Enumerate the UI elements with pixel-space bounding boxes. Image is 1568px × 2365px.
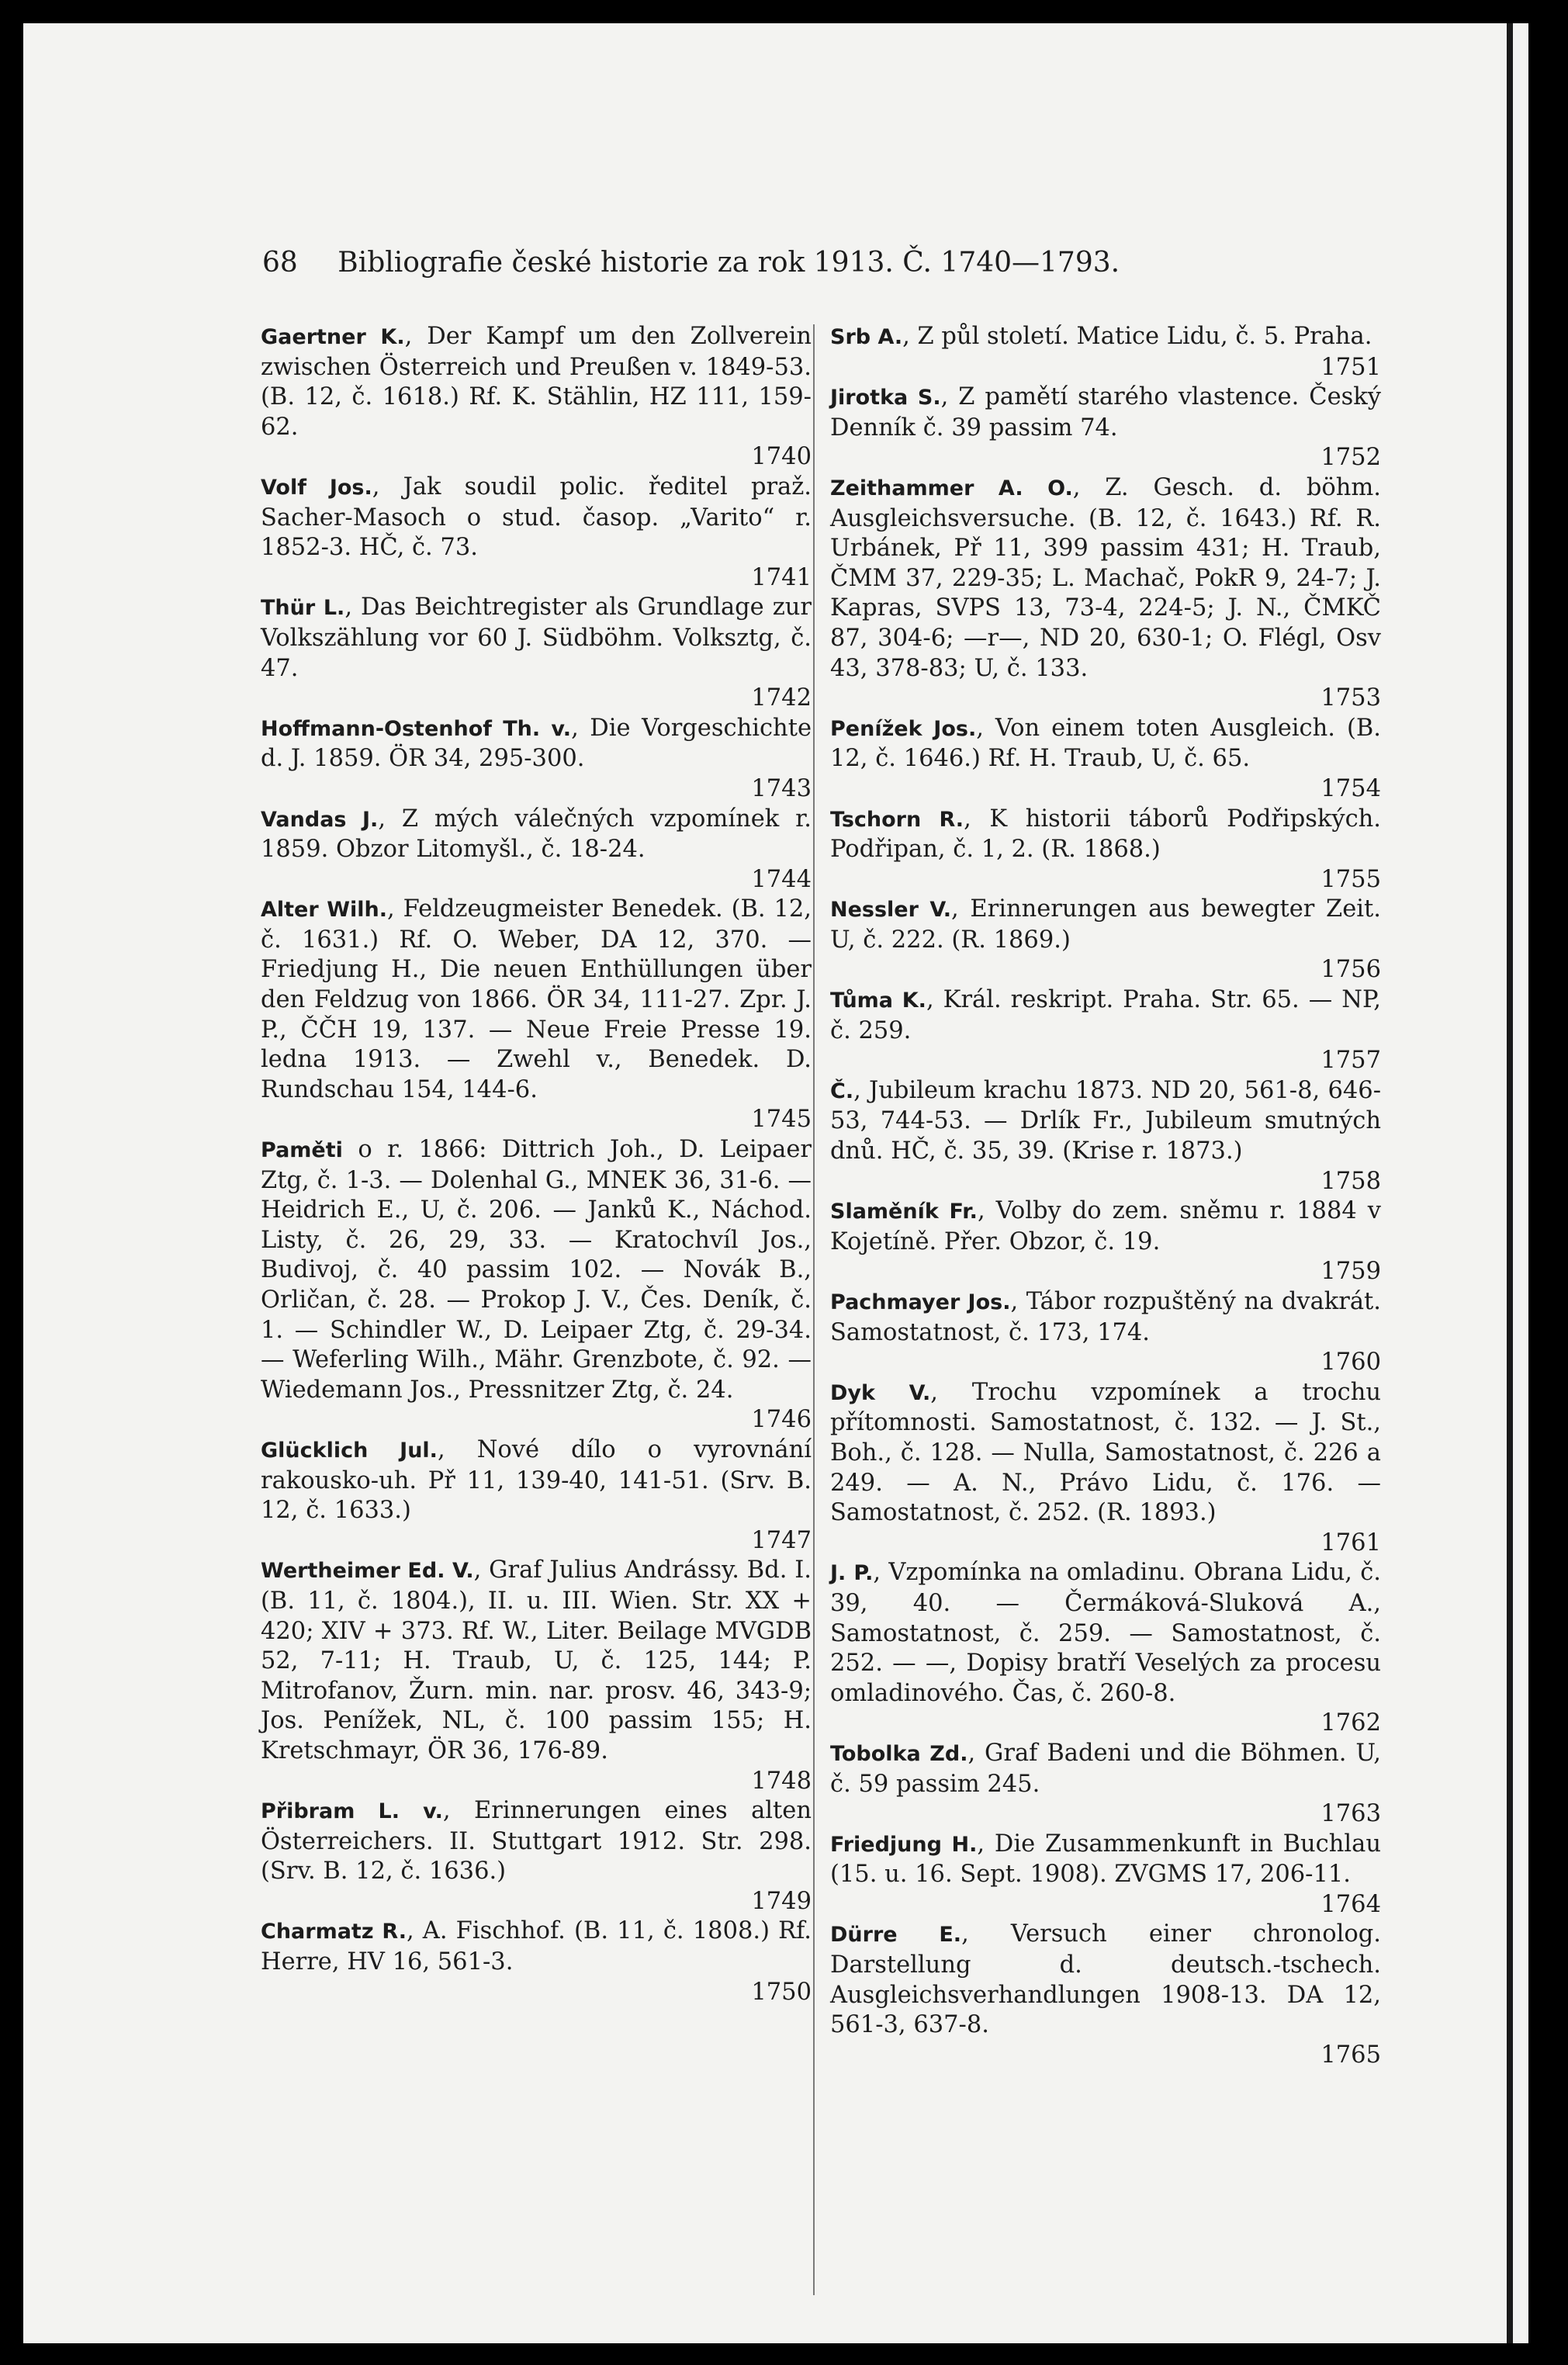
entry-number: 1758 xyxy=(1321,1167,1381,1195)
page-header xyxy=(262,247,1317,279)
page-number: 68 xyxy=(262,247,298,279)
entry-author: Hoffmann-Ostenhof Th. v. xyxy=(261,716,572,741)
entry-text: , Z mých válečných vzpomínek r. 1859. Obzor Litomyšl., č. 18-24. xyxy=(261,805,812,864)
entry-text: , Erinnerungen eines alten Österreichers. II. Stuttgart 1912. Str. 298. (Srv. B. 12, č. 1636.) xyxy=(261,1797,812,1885)
entry-number: 1748 xyxy=(751,1767,812,1795)
entry-text: o r. 1866: Dittrich Joh., D. Leipaer Ztg, č. 1-3. — Dolenhal G., MNEK 36, 31-6. — Heidrich E., U, č. 206. — Janků K., Náchod. Listy, č. 26, 29, 33. — Kratochvíl Jos., Budivoj, č. 40 passim 102. — Novák B., Orličan, č. 28. — Prokop J. V., Čes. Deník, č. 1. — Schindler W., D. Leipaer Ztg, č. 29-34. — Weferling Wilh., Mähr. Grenzbote, č. 92. — Wiedemann Jos., Pressnitzer Ztg, č. 24. xyxy=(261,1136,812,1404)
entry-text: , Nové dílo o vyrovnání rakousko-uh. Př 11, 139-40, 141-51. (Srv. B. 12, č. 1633.) xyxy=(261,1435,812,1525)
entry-author: Přibram L. v. xyxy=(261,1799,443,1824)
bibliography-entry xyxy=(830,1196,1381,1287)
entry-number: 1756 xyxy=(1321,956,1381,984)
entry-text: , Das Beichtregister als Grundlage zur Volkszählung vor 60 J. Südböhm. Volksztg, č. 47. xyxy=(261,594,812,682)
bibliography-entry xyxy=(830,322,1381,383)
entry-author: Charmatz R. xyxy=(261,1920,407,1944)
entry-author: Slaměník Fr. xyxy=(830,1200,978,1224)
entry-number: 1762 xyxy=(1321,1709,1381,1737)
entry-author: Alter Wilh. xyxy=(261,898,388,923)
entry-text: , Z půl století. Matice Lidu, č. 5. Praha. xyxy=(902,323,1372,350)
bibliography-entry xyxy=(830,1287,1381,1378)
entry-author: Tůma K. xyxy=(830,989,926,1013)
entry-number: 1764 xyxy=(1321,1890,1381,1918)
entry-author: Paměti xyxy=(261,1138,343,1163)
entry-number: 1749 xyxy=(751,1887,812,1915)
entry-number: 1744 xyxy=(751,865,812,893)
bibliography-entry xyxy=(830,805,1381,895)
entry-number: 1750 xyxy=(751,1978,812,2006)
entry-author: Jirotka S. xyxy=(830,386,941,410)
entry-number: 1752 xyxy=(1321,444,1381,472)
bibliography-entry xyxy=(261,473,812,593)
scan-edge xyxy=(1507,23,1513,2343)
entry-number: 1743 xyxy=(751,774,812,802)
entry-number: 1747 xyxy=(751,1526,812,1554)
bibliography-entry xyxy=(261,1917,812,2007)
bibliography-entry xyxy=(830,473,1381,714)
bibliography-entry xyxy=(830,1378,1381,1559)
entry-text: , Die Vorgeschichte d. J. 1859. ÖR 34, 295-300. xyxy=(261,714,812,773)
bibliography-entry xyxy=(261,1135,812,1435)
entry-number: 1760 xyxy=(1321,1349,1381,1376)
entry-number: 1740 xyxy=(751,443,812,471)
entry-number: 1741 xyxy=(751,563,812,591)
bibliography-entry xyxy=(830,1739,1381,1830)
entry-number: 1763 xyxy=(1321,1800,1381,1828)
entry-number: 1761 xyxy=(1321,1529,1381,1556)
entry-number: 1753 xyxy=(1321,684,1381,712)
entry-text: , Der Kampf um den Zollverein zwischen Österreich und Preußen v. 1849-53. (B. 12, č. 1618.) Rf. K. Stählin, HZ 111, 159-62. xyxy=(261,323,812,441)
entry-author: Srb A. xyxy=(830,325,903,349)
bibliography-entry xyxy=(830,1920,1381,2070)
entry-author: Wertheimer Ed. V. xyxy=(261,1559,474,1584)
bibliography-entry xyxy=(261,1435,812,1556)
entry-text: , Volby do zem. sněmu r. 1884 v Kojetíně. Přer. Obzor, č. 19. xyxy=(830,1197,1381,1255)
entry-text: , Graf Julius Andrássy. Bd. I. (B. 11, č. 1804.), II. u. III. Wien. Str. XX + 420; XIV + 373. Rf. W., Liter. Beilage MVGDB 52, 7-11; H. Traub, U, č. 125, 144; P. Mitrofanov, Žurn. min. nar. prosv. 46, 343-9; Jos. Penížek, NL, č. 100 passim 155; H. Kretschmayr, ÖR 36, 176-89. xyxy=(261,1556,812,1764)
entry-number: 1759 xyxy=(1321,1258,1381,1286)
right-column xyxy=(830,322,1381,2070)
bibliography-entry xyxy=(261,714,812,805)
entry-author: Dürre E. xyxy=(830,1923,962,1948)
running-title: Bibliografie české historie za rok 1913. Č. 1740—1793. xyxy=(337,247,1120,279)
entry-author: Gaertner K. xyxy=(261,325,405,349)
entry-author: Č. xyxy=(830,1079,854,1103)
entry-author: Tobolka Zd. xyxy=(830,1741,968,1766)
entry-text: , Versuch einer chronolog. Darstellung d. deutsch.-tschech. Ausgleichsverhandlungen 1908-13. DA 12, 561-3, 637-8. xyxy=(830,1920,1381,2039)
left-column xyxy=(261,322,812,2007)
bibliography-entry xyxy=(830,985,1381,1076)
bibliography-entry xyxy=(830,714,1381,805)
entry-text: , Graf Badeni und die Böhmen. U, č. 59 passim 245. xyxy=(830,1739,1381,1798)
entry-text: , Feldzeugmeister Benedek. (B. 12, č. 1631.) Rf. O. Weber, DA 12, 370. — Friedjung H., Die neuen Enthüllungen über den Feldzug von 1866. ÖR 34, 111-27. Zpr. J. P., ČČH 19, 137. — Neue Freie Presse 19. ledna 1913. — Zwehl v., Benedek. D. Rundschau 154, 144-6. xyxy=(261,895,812,1103)
bibliography-entry xyxy=(261,1556,812,1796)
entry-author: Glücklich Jul. xyxy=(261,1438,438,1463)
entry-author: J. P. xyxy=(830,1561,874,1586)
entry-author: Dyk V. xyxy=(830,1380,931,1405)
entry-text: , Die Zusammenkunft in Buchlau (15. u. 16. Sept. 1908). ZVGMS 17, 206-11. xyxy=(830,1830,1381,1889)
entry-author: Vandas J. xyxy=(261,807,379,832)
bibliography-entry xyxy=(830,895,1381,985)
entry-text: , Jubileum krachu 1873. ND 20, 561-8, 646-53, 744-53. — Drlík Fr., Jubileum smutných dnů. HČ, č. 35, 39. (Krise r. 1873.) xyxy=(830,1076,1381,1165)
entry-text: , K historii táborů Podřipských. Podřipan, č. 1, 2. (R. 1868.) xyxy=(830,805,1381,864)
entry-number: 1757 xyxy=(1321,1047,1381,1075)
column-divider xyxy=(813,324,815,2295)
entry-author: Zeithammer A. O. xyxy=(830,476,1073,500)
entry-author: Volf Jos. xyxy=(261,475,372,500)
bibliography-entry xyxy=(830,1076,1381,1196)
entry-text: , Z. Gesch. d. böhm. Ausgleichsversuche. (B. 12, č. 1643.) Rf. R. Urbánek, Př 11, 399 passim 431; H. Traub, ČMM 37, 229-35; L. Machač, PokR 9, 24-7; J. Kapras, SVPS 13, 73-4, 224-5; J. N., ČMKČ 87, 304-6; —r—, ND 20, 630-1; O. Flégl, Osv 43, 378-83; U, č. 133. xyxy=(830,473,1381,682)
entry-author: Pachmayer Jos. xyxy=(830,1290,1011,1314)
entry-number: 1746 xyxy=(751,1406,812,1434)
entry-text: , A. Fischhof. (B. 11, č. 1808.) Rf. Herre, HV 16, 561-3. xyxy=(261,1917,812,1976)
bibliography-entry xyxy=(261,322,812,473)
bibliography-entry xyxy=(830,383,1381,473)
entry-text: , Jak soudil polic. ředitel praž. Sacher-Masoch o stud. časop. „Varito“ r. 1852-3. HČ, č. 73. xyxy=(261,473,812,562)
entry-number: 1765 xyxy=(1321,2041,1381,2069)
bibliography-entry xyxy=(261,895,812,1135)
entry-number: 1755 xyxy=(1321,865,1381,893)
entry-number: 1745 xyxy=(751,1106,812,1134)
entry-text: , Trochu vzpomínek a trochu přítomnosti. Samostatnost, č. 132. — J. St., Boh., č. 128. — Nulla, Samostatnost, č. 226 a 249. — A. N., Právo Lidu, č. 176. — Samostatnost, č. 252. (R. 1893.) xyxy=(830,1378,1381,1527)
entry-number: 1742 xyxy=(751,684,812,712)
bibliography-entry xyxy=(830,1830,1381,1920)
entry-text: , Erinnerungen aus bewegter Zeit. U, č. 222. (R. 1869.) xyxy=(830,895,1381,954)
entry-author: Thür L. xyxy=(261,596,345,621)
entry-text: , Král. reskript. Praha. Str. 65. — NP, č. 259. xyxy=(830,986,1381,1044)
bibliography-entry xyxy=(261,593,812,713)
entry-author: Tschorn R. xyxy=(830,807,964,832)
entry-number: 1754 xyxy=(1321,774,1381,802)
entry-number: 1751 xyxy=(1321,353,1381,381)
entry-author: Nessler V. xyxy=(830,898,951,923)
entry-text: , Z pamětí starého vlastence. Český Denník č. 39 passim 74. xyxy=(830,383,1381,441)
entry-author: Friedjung H. xyxy=(830,1832,978,1857)
entry-text: , Vzpomínka na omladinu. Obrana Lidu, č. 39, 40. — Čermáková-Sluková A., Samostatnost, č. 259. — Samostatnost, č. 252. — —, Dopisy bratří Veselých za procesu omladinového. Čas, č. 260-8. xyxy=(830,1559,1381,1707)
bibliography-entry xyxy=(830,1558,1381,1739)
bibliography-entry xyxy=(261,805,812,895)
bibliography-entry xyxy=(261,1796,812,1917)
entry-text: , Von einem toten Ausgleich. (B. 12, č. 1646.) Rf. H. Traub, U, č. 65. xyxy=(830,714,1381,773)
entry-text: , Tábor rozpuštěný na dvakrát. Samostatnost, č. 173, 174. xyxy=(830,1288,1381,1346)
entry-author: Penížek Jos. xyxy=(830,716,977,741)
